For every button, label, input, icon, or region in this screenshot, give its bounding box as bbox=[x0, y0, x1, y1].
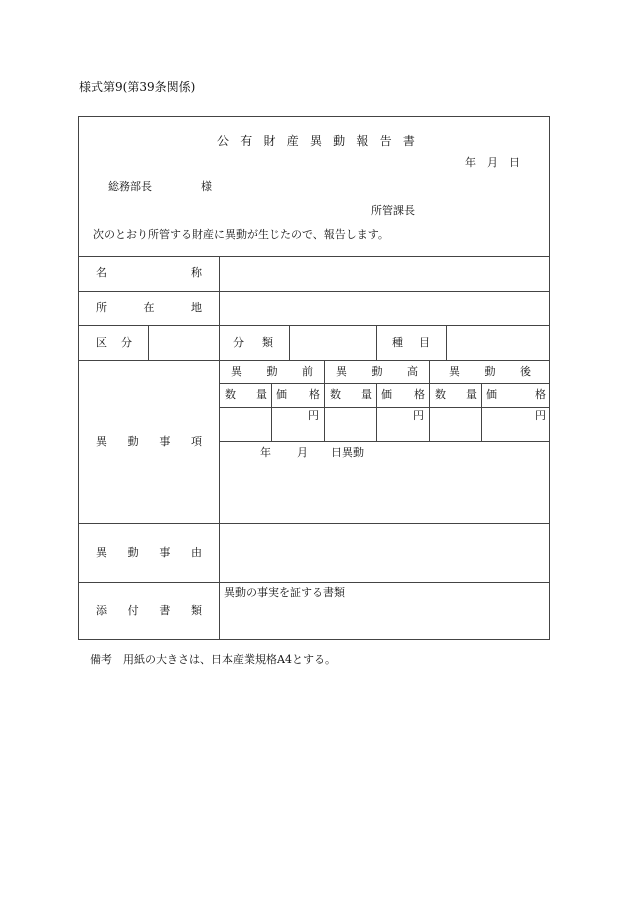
yen-unit: 円 bbox=[413, 409, 424, 422]
category-label: 種 目 bbox=[392, 336, 430, 349]
remarks: 備考 用紙の大きさは、日本産業規格A4とする。 bbox=[90, 653, 336, 666]
row-divider bbox=[78, 523, 550, 524]
row-divider bbox=[78, 582, 550, 583]
quantity-header: 数 量 bbox=[225, 388, 267, 401]
price-header: 価 格 bbox=[486, 388, 546, 401]
location-label: 所 在 地 bbox=[96, 301, 202, 314]
row-divider bbox=[219, 383, 550, 384]
column-divider bbox=[271, 383, 272, 441]
column-divider bbox=[289, 325, 290, 360]
column-divider bbox=[324, 360, 325, 441]
section-label: 区 分 bbox=[96, 336, 132, 349]
attachment-note: 異動の事実を証する書類 bbox=[224, 586, 345, 599]
change-date-month: 月 bbox=[297, 446, 308, 459]
yen-unit: 円 bbox=[308, 409, 319, 422]
column-divider bbox=[481, 383, 482, 441]
row-divider bbox=[78, 360, 550, 361]
column-divider bbox=[148, 325, 149, 360]
row-divider bbox=[78, 256, 550, 257]
column-divider bbox=[446, 325, 447, 360]
row-divider bbox=[219, 407, 550, 408]
date-line: 年 月 日 bbox=[465, 156, 520, 169]
report-form-frame bbox=[78, 116, 550, 640]
yen-unit: 円 bbox=[535, 409, 546, 422]
intro-text: 次のとおり所管する財産に異動が生じたので、報告します。 bbox=[93, 228, 389, 241]
row-divider bbox=[219, 441, 550, 442]
row-divider bbox=[78, 291, 550, 292]
change-date-suffix: 日異動 bbox=[331, 446, 364, 459]
change-reason-label: 異 動 事 由 bbox=[96, 546, 202, 559]
change-date-year: 年 bbox=[260, 446, 271, 459]
column-divider bbox=[376, 383, 377, 441]
submitter: 所管課長 bbox=[371, 204, 415, 217]
attachments-label: 添 付 書 類 bbox=[96, 604, 202, 617]
classification-label: 分 類 bbox=[233, 336, 273, 349]
price-header: 価 格 bbox=[276, 388, 320, 401]
quantity-header: 数 量 bbox=[330, 388, 372, 401]
addressee: 総務部長 bbox=[108, 180, 152, 193]
honorific: 様 bbox=[201, 180, 212, 193]
header-after-change: 異 動 後 bbox=[449, 365, 531, 378]
column-divider bbox=[219, 256, 220, 640]
header-before-change: 異 動 前 bbox=[231, 365, 313, 378]
column-divider bbox=[429, 360, 430, 441]
form-title: 公 有 財 産 異 動 報 告 書 bbox=[217, 134, 415, 148]
change-items-label: 異 動 事 項 bbox=[96, 435, 202, 448]
column-divider bbox=[376, 325, 377, 360]
name-label: 名 称 bbox=[96, 266, 202, 279]
price-header: 価 格 bbox=[381, 388, 425, 401]
form-number: 様式第9(第39条関係) bbox=[79, 80, 196, 94]
header-change-amount: 異 動 高 bbox=[336, 365, 418, 378]
quantity-header: 数 量 bbox=[435, 388, 477, 401]
